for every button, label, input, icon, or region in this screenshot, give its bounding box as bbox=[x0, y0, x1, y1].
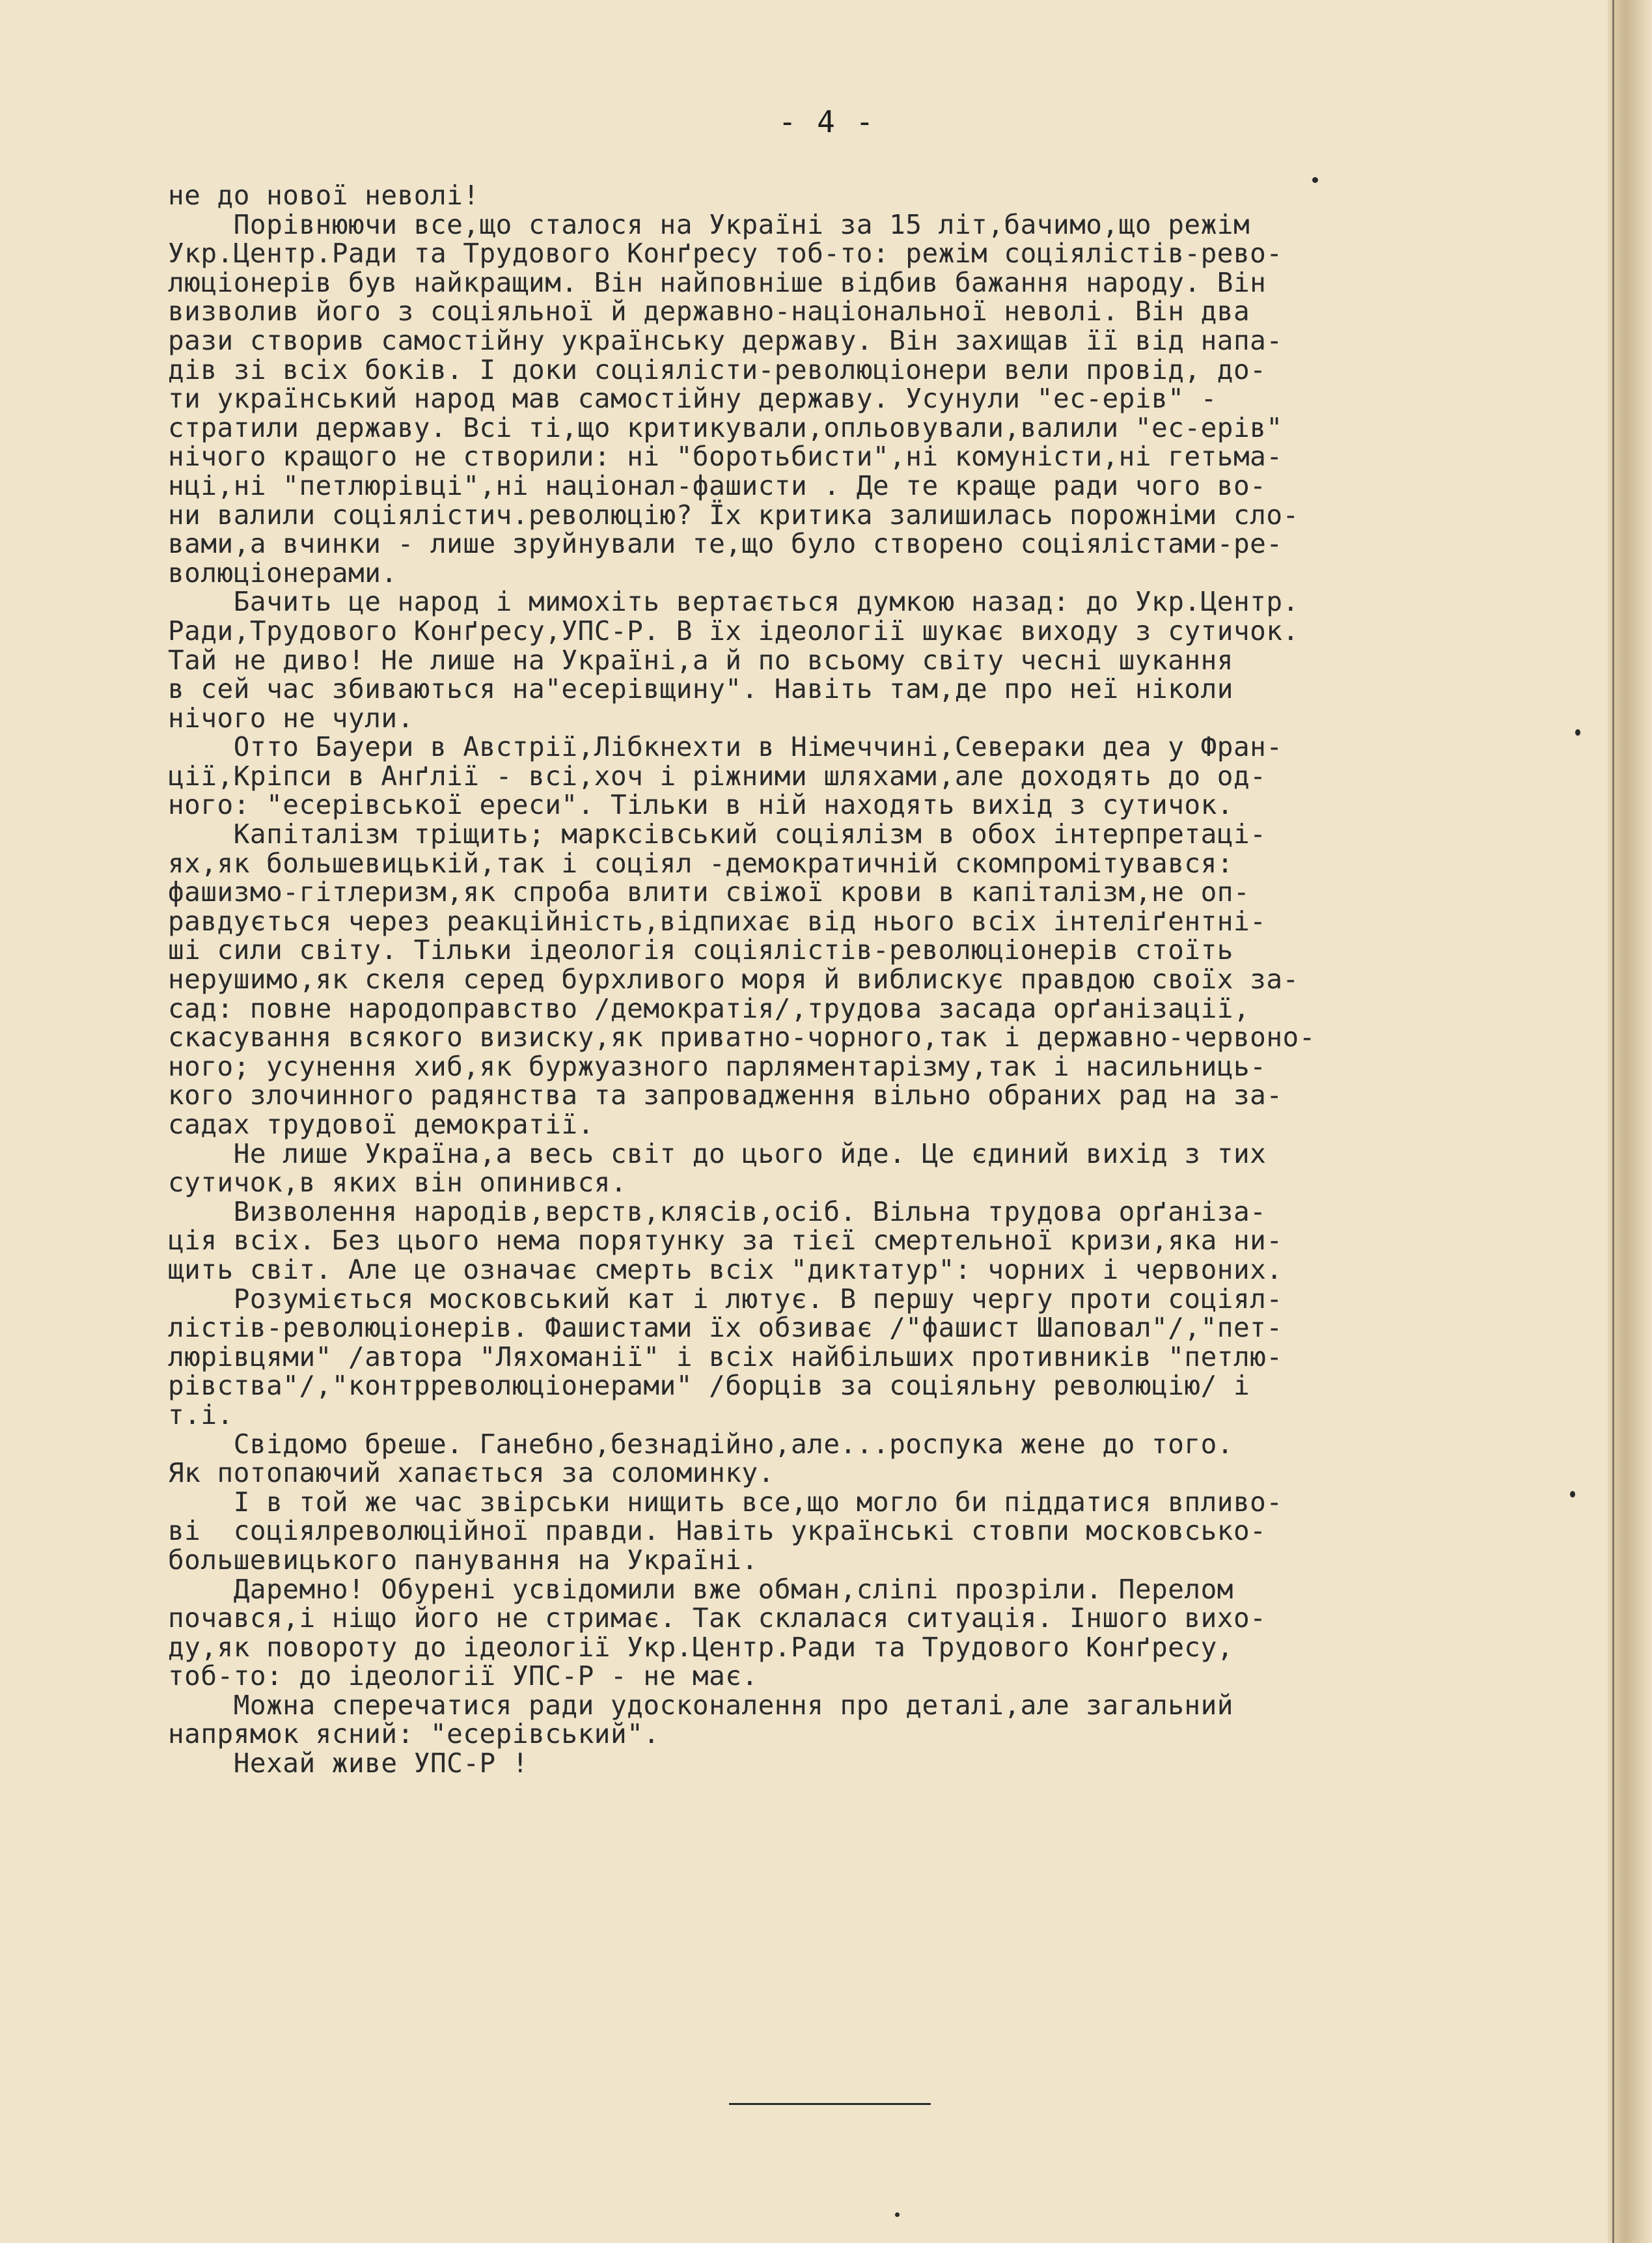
page-number: - 4 - bbox=[778, 104, 875, 139]
ink-speck bbox=[1570, 1491, 1575, 1498]
text-line: Свідомо бреше. Ганебно,безнадійно,але...роспука жене до того. bbox=[168, 1428, 1233, 1460]
text-line: Отто Бауери в Австрії,Лібкнехти в Німеччині,Севераки деа у Фран- bbox=[168, 731, 1283, 763]
ink-speck bbox=[895, 2212, 900, 2217]
text-line: нерушимо,як скеля серед бурхливого моря й виблискує правдою своїх за- bbox=[168, 964, 1299, 996]
text-line: ція всіх. Без цього нема порятунку за тієї смертельної кризи,яка ни- bbox=[168, 1225, 1283, 1257]
closing-rule bbox=[729, 2103, 931, 2105]
text-line: люціонерів був найкращим. Він найповніше відбив бажання народу. Він bbox=[168, 266, 1267, 298]
text-line: Капіталізм тріщить; марксівський соціялізм в обох інтерпретаці- bbox=[168, 818, 1267, 850]
text-line: Можна сперечатися ради удосконалення про деталі,але загальний bbox=[168, 1689, 1233, 1721]
text-line: т.і. bbox=[168, 1399, 234, 1430]
text-line: визволив його з соціяльної й державно-національної неволі. Він два bbox=[168, 296, 1250, 327]
text-line: ти український народ мав самостійну державу. Усунули "ес-ерів" - bbox=[168, 383, 1217, 415]
text-line: Визволення народів,верств,клясів,осіб. Вільна трудова орґаніза- bbox=[168, 1195, 1267, 1227]
text-line: ду,як повороту до ідеології Укр.Центр.Ради та Трудового Конґресу, bbox=[168, 1631, 1233, 1663]
text-line: садах трудової демократії. bbox=[168, 1109, 594, 1140]
text-line: не до нової неволі! bbox=[168, 180, 480, 211]
text-line: Даремно! Обурені усвідомили вже обман,сліпі прозріли. Перелом bbox=[168, 1573, 1233, 1605]
text-line: Ради,Трудового Конґресу,УПС-Р. В їх ідеології шукає виходу з сутичок. bbox=[168, 615, 1299, 647]
text-line: ного; усунення хиб,як буржуазного парляментарізму,так і насильниць- bbox=[168, 1050, 1267, 1082]
text-line: кого злочинного радянства та запровадження вільно обраних рад на за- bbox=[168, 1080, 1283, 1111]
text-line: напрямок ясний: "есерівський". bbox=[168, 1718, 660, 1750]
text-line: Тай не диво! Не лише на Україні,а й по всьому світу чесні шукання bbox=[168, 644, 1233, 676]
text-line: равдується через реакційність,відпихає від нього всіх інтеліґентні- bbox=[168, 905, 1267, 937]
ink-speck bbox=[1575, 729, 1580, 736]
text-line: ції,Кріпси в Анґлії - всі,хоч і ріжними шляхами,але доходять до од- bbox=[168, 760, 1267, 792]
text-line: рівства"/,"контрреволюціонерами" /борців за соціяльну революцію/ і bbox=[168, 1370, 1250, 1402]
text-line: щить світ. Але це означає смерть всіх "диктатур": чорних і червоних. bbox=[168, 1253, 1283, 1285]
text-line: ни валили соціялістич.революцію? Їх критика залишилась порожніми сло- bbox=[168, 499, 1299, 531]
ink-speck bbox=[1312, 177, 1318, 183]
text-line: ного: "есерівської ереси". Тільки в ній находять вихід з сутичок. bbox=[168, 789, 1233, 821]
text-line: рази створив самостійну українську державу. Він захищав її від напа- bbox=[168, 324, 1283, 356]
body-text bbox=[168, 181, 1522, 1778]
text-line: вами,а вчинки - лише зруйнували те,що було створено соціялістами-ре- bbox=[168, 528, 1283, 560]
text-line: фашизмо-гітлеризм,як спроба влити свіжої крови в капіталізм,не оп- bbox=[168, 876, 1250, 908]
text-line: Не лише Україна,а весь світ до цього йде. Це єдиний вихід з тих bbox=[168, 1137, 1267, 1169]
text-line: Бачить це народ і мимохіть вертається думкою назад: до Укр.Центр. bbox=[168, 586, 1299, 618]
text-line: Як потопаючий хапається за соломинку. bbox=[168, 1457, 775, 1489]
text-line: Укр.Центр.Ради та Трудового Конґресу тоб-то: режім соціялістів-рево- bbox=[168, 238, 1283, 270]
text-line: ші сили світу. Тільки ідеологія соціялістів-революціонерів стоїть bbox=[168, 934, 1233, 966]
text-line: в сей час збиваються на"есерівщину". Навіть там,де про неї ніколи bbox=[168, 673, 1233, 705]
text-line: тоб-то: до ідеології УПС-Р - не має. bbox=[168, 1660, 758, 1692]
text-line: нічого не чули. bbox=[168, 702, 414, 734]
text-line: сад: повне народоправство /демократія/,трудова засада орґанізації, bbox=[168, 992, 1250, 1024]
text-line: нічого кращого не створили: ні "боротьбисти",ні комуністи,ні гетьма- bbox=[168, 441, 1283, 473]
text-line: нці,ні "петлюрівці",ні націонал-фашисти . Де те краще ради чого во- bbox=[168, 469, 1267, 501]
text-line: стратили державу. Всі ті,що критикували,опльовували,валили "ес-ерів" bbox=[168, 411, 1283, 443]
page-binding-edge bbox=[1608, 0, 1652, 2243]
text-line: дів зі всіх боків. І доки соціялісти-революціонери вели провід, до- bbox=[168, 354, 1267, 385]
text-line: ях,як большевицькій,так і соціял -демократичній скомпромітувався: bbox=[168, 847, 1233, 879]
text-line: І в той же час звірськи нищить все,що могло би піддатися впливо- bbox=[168, 1486, 1283, 1518]
text-line: большевицького панування на Україні. bbox=[168, 1544, 758, 1576]
page-binding-line bbox=[1612, 0, 1614, 2243]
text-line: лістів-революціонерів. Фашистами їх обзиває /"фашист Шаповал"/,"пет- bbox=[168, 1312, 1283, 1344]
text-line: ві соціялреволюційної правди. Навіть українські стовпи московсько- bbox=[168, 1515, 1267, 1547]
text-line: Нехай живе УПС-Р ! bbox=[168, 1748, 529, 1779]
text-line: скасування всякого визиску,як приватно-чорного,так і державно-червоно- bbox=[168, 1022, 1315, 1053]
text-line: сутичок,в яких він опинився. bbox=[168, 1167, 627, 1199]
text-line: Розуміється московський кат і лютує. В першу чергу проти соціял- bbox=[168, 1283, 1283, 1315]
text-line: волюціонерами. bbox=[168, 557, 398, 589]
text-line: почався,і ніщо його не стримає. Так склалася ситуація. Іншого вихо- bbox=[168, 1602, 1267, 1634]
text-line: люрівцями" /автора "Ляхоманії" і всіх найбільших противників "петлю- bbox=[168, 1341, 1283, 1372]
text-line: Порівнюючи все,що сталося на Україні за 15 літ,бачимо,що режім bbox=[168, 208, 1250, 240]
